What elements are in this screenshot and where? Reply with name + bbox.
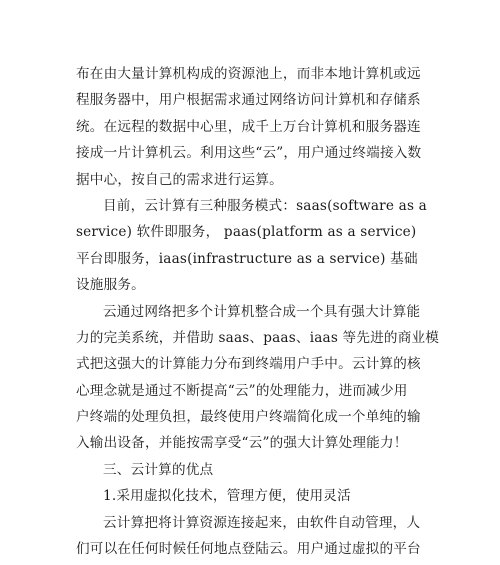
text-line: 云计算把将计算资源连接起来，由软件自动管理，人 [103, 514, 421, 531]
paragraph-cloud-resource-pool [76, 61, 422, 193]
text-line: 式把这强大的计算能力分布到终端用户手中。云计算的核 [76, 356, 421, 373]
text-line: 布在由大量计算机构成的资源池上，而非本地计算机或远 [76, 66, 421, 82]
text-line: 设施服务。 [76, 277, 145, 294]
text-line: 目前，云计算有三种服务模式：saas(software as a [103, 197, 427, 214]
text-line: service) 软件即服务， paas(platform as a service) [76, 224, 417, 241]
document-body [76, 61, 440, 562]
text-line: 力的完美系统，并借助 saas、paas、iaas 等先进的商业模 [76, 329, 440, 346]
text-line: 平台即服务，iaas(infrastructure as a service) 基础 [76, 250, 418, 267]
text-line: 户终端的处理负担，最终使用户终端简化成一个单纯的输 [76, 409, 421, 426]
text-line: 入输出设备，并能按需享受“云”的强大计算处理能力！ [76, 435, 408, 452]
text-line: 云通过网络把多个计算机整合成一个具有强大计算能 [103, 303, 421, 320]
paragraph-cloud-integration [76, 299, 440, 457]
heading-line: 三、云计算的优点 [103, 461, 214, 478]
text-line: 接成一片计算机云。利用这些“云”，用户通过终端接入数 [76, 145, 422, 162]
subheading-virtualization [76, 483, 416, 509]
paragraph-virtualization [76, 510, 421, 563]
text-line: 程服务器中，用户根据需求通过网络访问计算机和存储系 [76, 92, 421, 109]
section-heading-advantages [76, 457, 416, 483]
text-line: 心理念就是通过不断提高“云”的处理能力，进而减少用 [76, 382, 408, 399]
text-line: 统。在远程的数据中心里，成千上万台计算机和服务器连 [76, 118, 421, 135]
paragraph-service-models [76, 193, 427, 299]
text-line: 据中心，按自己的需求进行运算。 [76, 171, 283, 188]
subheading-line: 1.采用虚拟化技术，管理方便，使用灵活 [103, 488, 351, 505]
text-line: 们可以在任何时候任何地点登陆云。用户通过虚拟的平台 [76, 541, 421, 558]
